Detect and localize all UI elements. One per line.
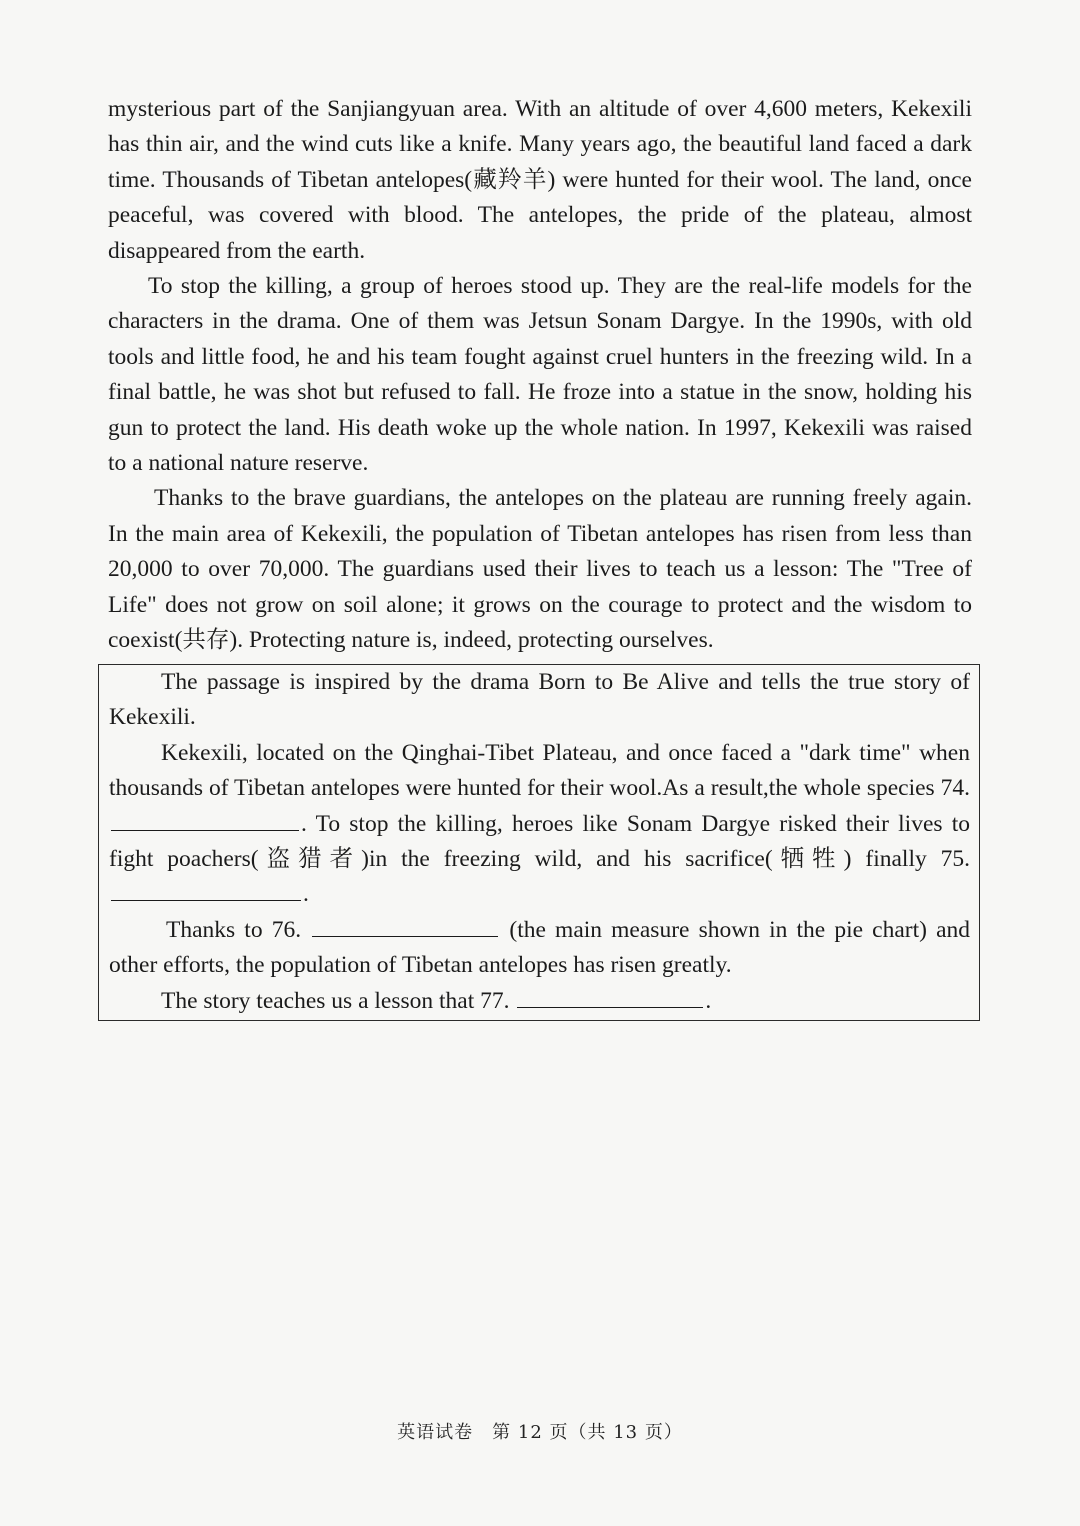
summary-paragraph-2 xyxy=(109,736,970,913)
summary-text: Kekexili, located on the Qinghai-Tibet Plateau, and once faced a "dark time" when thousands of Tibetan antelopes were hunted for their wool.As a result,the whole species 74. xyxy=(109,739,970,802)
summary-text: Thanks to 76. xyxy=(166,916,302,943)
answer-blank-74[interactable] xyxy=(111,808,299,831)
summary-text: . To stop the killing, heroes like Sonam Dargye risked their lives to fight poachers(盗猎者)in the freezing wild, and his sacrifice(牺牲) finally 75. xyxy=(109,810,970,873)
summary-box xyxy=(98,664,980,1021)
summary-paragraph-4 xyxy=(109,984,970,1019)
passage-paragraph-3: Thanks to the brave guardians, the antelopes on the plateau are running freely again. In the main area of Kekexili, the population of Tibetan antelopes has risen from less than 20,000 to over 70,000. The guardians used their lives to teach us a lesson: The "Tree of Life" does not grow on soil alone; it grows on the courage to protect and the wisdom to coexist(共存). Protecting nature is, indeed, protecting ourselves. xyxy=(108,485,972,654)
answer-blank-76[interactable] xyxy=(312,914,498,937)
reading-passage xyxy=(108,92,972,659)
passage-paragraph-2: To stop the killing, a group of heroes stood up. They are the real-life models for the characters in the drama. One of them was Jetsun Sonam Dargye. In the 1990s, with old tools and little food, he and his team fought against cruel hunters in the freezing wild. In a final battle, he was shot but refused to fall. He froze into a statue in the snow, holding his gun to protect the land. His death woke up the whole nation. In 1997, Kekexili was raised to a national nature reserve. xyxy=(108,273,972,477)
summary-text: The story teaches us a lesson that 77. xyxy=(161,987,510,1014)
summary-text: . xyxy=(705,987,712,1014)
answer-blank-75[interactable] xyxy=(111,878,301,901)
summary-text: The passage is inspired by the drama Born to Be Alive and tells the true story of Kekexili. xyxy=(109,669,970,731)
summary-paragraph-3 xyxy=(109,913,970,984)
answer-blank-77[interactable] xyxy=(517,985,703,1008)
page-footer: 英语试卷 第 12 页（共 13 页） xyxy=(397,1422,683,1443)
summary-text: . xyxy=(303,881,309,908)
summary-paragraph-1 xyxy=(109,665,970,736)
summary-text: (the main measure shown in the pie chart) and other efforts, the population of Tibetan antelopes has risen greatly. xyxy=(109,916,971,979)
passage-paragraph-1: mysterious part of the Sanjiangyuan area. With an altitude of over 4,600 meters, Kekexili has thin air, and the wind cuts like a knife. Many years ago, the beautiful land faced a dark time. Thousands of Tibetan antelopes(藏羚羊) were hunted for their wool. The land, once peaceful, was covered with blood. The antelopes, the pride of the plateau, almost disappeared from the earth. xyxy=(108,96,972,264)
